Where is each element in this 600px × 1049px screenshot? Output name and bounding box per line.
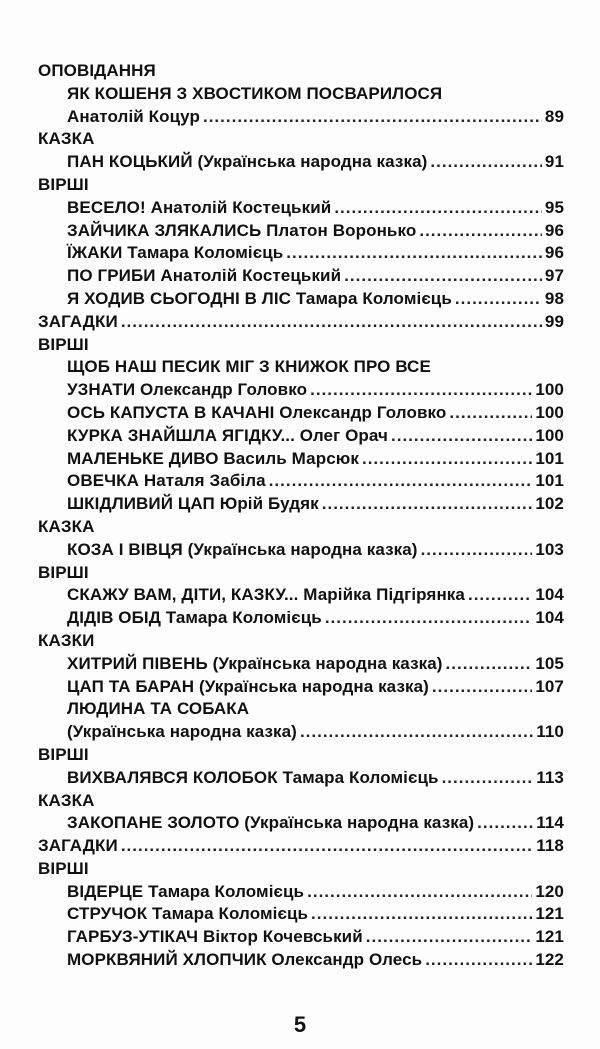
toc-page-number: 120 [535,881,564,901]
dot-leader [477,812,533,835]
toc-page-number: 107 [535,676,564,696]
toc-page-number: 96 [544,220,564,240]
toc-entry [38,949,564,972]
toc-page-number: 105 [535,653,564,673]
toc-entry [38,493,564,516]
toc-page-number: 99 [544,311,564,331]
toc-section-heading [38,835,564,858]
toc-page-number: 95 [544,197,564,217]
toc-page-number: 103 [535,539,564,559]
toc-page-number: 104 [535,608,564,628]
dot-leader [121,835,533,858]
toc-entry-title: ШКІДЛИВИЙ ЦАП Юрій Будяк [67,494,319,514]
dot-leader [286,242,542,265]
toc-entry [38,767,564,790]
toc-entry [38,265,564,288]
dot-leader [419,220,542,243]
dot-leader [334,197,542,220]
dot-leader [344,265,542,288]
toc-entry-title: ХИТРИЙ ПІВЕНЬ (Українська народна казка) [67,653,443,673]
toc-entry [38,220,564,243]
toc-section-heading [38,630,564,653]
toc-entry-title: ВІДЕРЦЕ Тамара Коломієць [67,881,305,901]
toc-entry [38,242,564,265]
dot-leader [362,448,532,471]
toc-page-number: 114 [536,813,564,833]
toc-entry [38,653,564,676]
toc-entry [38,676,564,699]
toc-page-number: 98 [544,288,564,308]
toc-entry-title: УЗНАТИ Олександр Головко [67,380,308,400]
toc-entry-title: ЗАКОПАНЕ ЗОЛОТО (Українська народна казка) [67,813,475,833]
dot-leader [421,539,533,562]
toc-entry [38,197,564,220]
toc-entry [38,539,564,562]
toc-entry-title: ПАН КОЦЬКИЙ (Українська народна казка) [67,152,428,172]
toc-entry [38,288,564,311]
dot-leader [325,607,533,630]
toc-page-number: 91 [544,152,564,172]
toc-entry-title: МОРКВЯНИЙ ХЛОПЧИК Олександр Олесь [67,950,423,970]
dot-leader [203,106,542,129]
dot-leader [468,584,532,607]
dot-leader [322,493,533,516]
toc-page-number: 118 [536,836,564,856]
toc-entry-title: ГАРБУЗ-УТІКАЧ Віктор Кочевський [67,927,363,947]
toc-entry [38,812,564,835]
toc-entry-title: ПО ГРИБИ Анатолій Костецький [67,266,342,286]
toc-entry [38,356,564,379]
toc-section-heading [38,744,564,767]
toc-page-number: 100 [535,402,564,422]
dot-leader [430,151,541,174]
toc-entry [38,448,564,471]
dot-leader [446,653,533,676]
toc-page-number: 110 [536,722,564,742]
toc-page-number: 100 [535,380,564,400]
toc-section-heading [38,516,564,539]
toc-entry [38,698,564,721]
dot-leader [391,425,532,448]
toc-entry-title: ОВЕЧКА Наталя Забіла [67,471,266,491]
toc-page-number: 97 [544,266,564,286]
toc-entry-title: Анатолій Коцур [67,106,200,126]
toc-entry-title: ВІРШІ [38,858,89,878]
toc-section-heading [38,128,564,151]
toc-entry-title: ДІДІВ ОБІД Тамара Коломієць [67,608,322,628]
dot-leader [310,379,532,402]
toc-entry-title: ЩОБ НАШ ПЕСИК МІГ З КНИЖОК ПРО ВСЕ [67,357,431,377]
toc-page-number: 113 [536,767,564,787]
table-of-contents [38,60,564,972]
toc-section-heading [38,60,564,83]
toc-entry-title: ЗАЙЧИКА ЗЛЯКАЛИСЬ Платон Воронько [67,220,417,240]
toc-entry [38,926,564,949]
toc-page-number: 89 [544,106,564,126]
toc-entry-title: КАЗКА [38,516,95,536]
dot-leader [442,767,534,790]
toc-entry-title: СКАЖУ ВАМ, ДІТИ, КАЗКУ... Марійка Підгірянка [67,585,465,605]
toc-entry [38,151,564,174]
toc-entry [38,721,564,744]
toc-entry-title: КАЗКА [38,790,95,810]
toc-entry [38,903,564,926]
toc-page-number: 101 [535,448,564,468]
toc-entry-title: Я ХОДИВ СЬОГОДНІ В ЛІС Тамара Коломієць [67,288,452,308]
toc-entry-title: ВЕСЕЛО! Анатолій Костецький [67,197,332,217]
toc-entry-title: ОПОВІДАННЯ [38,61,156,80]
toc-entry-title: (Українська народна казка) [67,722,297,742]
toc-entry-title: МАЛЕНЬКЕ ДИВО Василь Марсюк [67,448,359,468]
toc-page-number: 101 [535,471,564,491]
toc-entry [38,83,564,106]
toc-entry-title: ЦАП ТА БАРАН (Українська народна казка) [67,676,429,696]
page-number: 5 [293,1012,307,1037]
dot-leader [455,288,542,311]
dot-leader [269,470,533,493]
toc-entry [38,425,564,448]
toc-entry-title: СТРУЧОК Тамара Коломієць [67,904,309,924]
toc-entry [38,379,564,402]
toc-entry-title: ВІРШІ [38,174,89,194]
toc-page-number: 102 [535,494,564,514]
toc-section-heading [38,174,564,197]
toc-entry-title: КАЗКА [38,129,95,149]
dot-leader [121,311,542,334]
toc-section-heading [38,790,564,813]
toc-section-heading [38,334,564,357]
toc-entry-title: ВІРШІ [38,744,89,764]
toc-entry-title: ЛЮДИНА ТА СОБАКА [67,699,250,719]
toc-section-heading [38,311,564,334]
toc-entry-title: ЗАГАДКИ [38,836,118,856]
toc-entry [38,470,564,493]
toc-entry-title: ВІРШІ [38,562,89,582]
toc-page-number: 122 [535,950,564,970]
toc-page-number: 96 [544,243,564,263]
toc-entry-title: КАЗКИ [38,630,95,650]
dot-leader [449,402,532,425]
toc-entry [38,607,564,630]
toc-page-number: 104 [535,585,564,605]
toc-page-number: 121 [535,904,564,924]
dot-leader [311,903,532,926]
toc-entry [38,881,564,904]
toc-entry-title: КУРКА ЗНАЙШЛА ЯГІДКУ... Олег Орач [67,425,388,445]
toc-section-heading [38,858,564,881]
toc-entry [38,106,564,129]
toc-section-heading [38,562,564,585]
toc-page-number: 100 [535,425,564,445]
dot-leader [300,721,533,744]
toc-entry [38,402,564,425]
dot-leader [307,881,532,904]
dot-leader [425,949,532,972]
toc-entry-title: ВІРШІ [38,334,89,354]
toc-entry-title: ЯК КОШЕНЯ З ХВОСТИКОМ ПОСВАРИЛОСЯ [67,83,443,103]
toc-entry-title: КОЗА І ВІВЦЯ (Українська народна казка) [67,539,418,559]
toc-entry-title: ЗАГАДКИ [38,311,118,331]
dot-leader [432,676,532,699]
toc-page-number: 121 [535,927,564,947]
toc-entry-title: ОСЬ КАПУСТА В КАЧАНІ Олександр Головко [67,402,447,422]
dot-leader [366,926,533,949]
toc-entry-title: ЇЖАКИ Тамара Коломієць [67,243,284,263]
toc-entry-title: ВИХВАЛЯВСЯ КОЛОБОК Тамара Коломієць [67,767,439,787]
toc-entry [38,584,564,607]
